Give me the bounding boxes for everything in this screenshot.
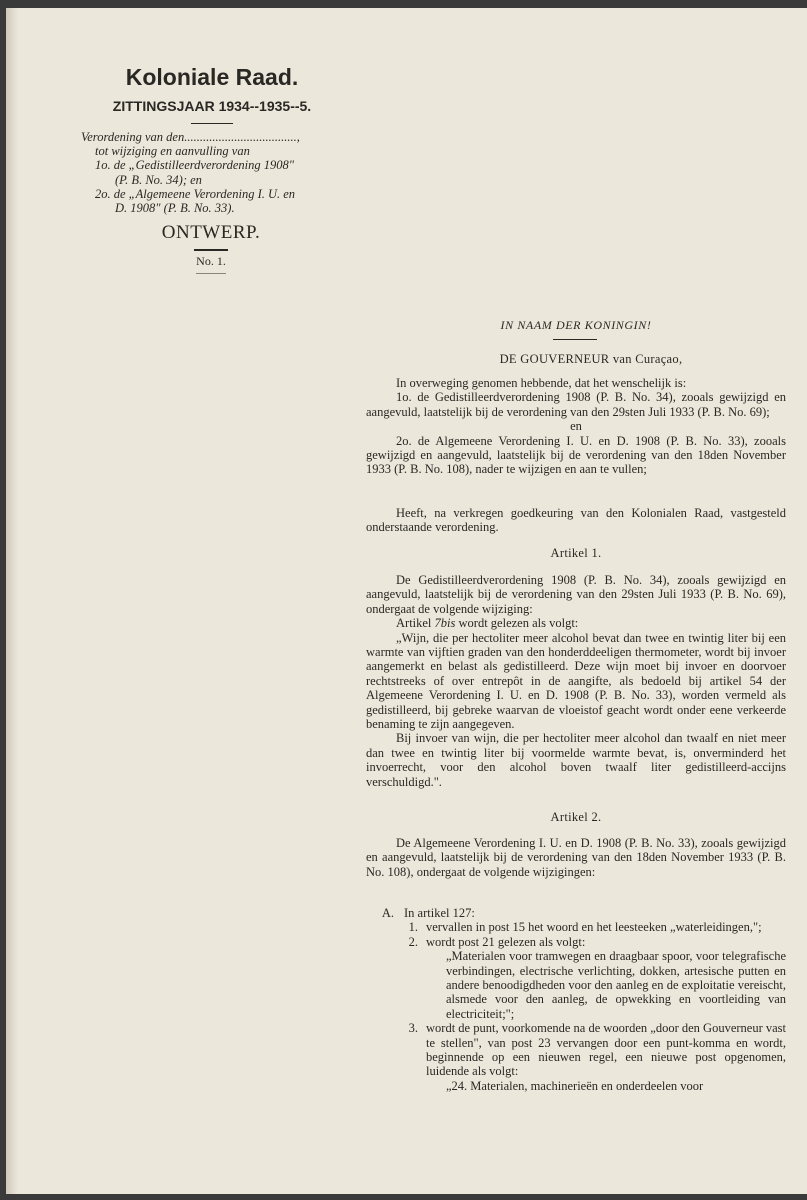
list-item	[366, 935, 786, 949]
consideration-1: 1o. de Gedistilleerdverordening 1908 (P. B. No. 34), zooals gewijzigd en aangevuld, laatstelijk bij de verordening van den 29sten Juli 1933 (P. B. No. 69);	[366, 390, 786, 419]
article-1-heading: Artikel 1.	[550, 546, 602, 560]
item-text: wordt de punt, voorkomende na de woorden „door den Gouverneur vast te stellen", van post 23 vervangen door een punt-komma en wordt, beginnende op een nieuwen regel, een nieuwe post opgenomen, luidende als volgt:	[426, 1021, 786, 1079]
item-text: wordt post 21 gelezen als volgt:	[426, 934, 586, 949]
subject-line: 1o. de „Gedistilleerdverordening 1908"	[95, 158, 294, 173]
section-text: In artikel 127:	[404, 906, 475, 920]
enactment-text: Heeft, na verkregen goedkeuring van den Kolonialen Raad, vastgesteld onderstaande verordening.	[366, 506, 786, 535]
subject-line: 2o. de „Algemeene Verordening I. U. en	[95, 186, 296, 201]
item-text: vervallen in post 15 het woord en het leesteeken „waterleidingen,";	[426, 920, 762, 935]
header-divider	[191, 123, 233, 124]
considerations	[366, 376, 786, 477]
consideration-2: 2o. de Algemeene Verordening I. U. en D. 1908 (P. B. No. 33), zooals gewijzigd en aangevuld, laatstelijk bij de verordening van den 18den November 1933 (P. B. No. 108), nader te wijzigen en aan te vullen;	[366, 433, 786, 477]
amendment-list	[366, 906, 786, 1093]
article-1-body	[366, 573, 786, 789]
page-fold-shadow	[6, 8, 18, 1194]
enactment-clause	[366, 506, 786, 535]
number-divider	[196, 273, 226, 274]
draft-divider	[194, 249, 228, 251]
ordinance-subject	[81, 130, 346, 215]
article-2-intro: De Algemeene Verordening I. U. en D. 1908 (P. B. No. 33), zooals gewijzigd en aangevuld, laatstelijk bij de verordening van den 18den November 1933 (P. B. No. 108), ondergaat de volgende wijzigingen:	[366, 836, 786, 879]
article-1-intro: De Gedistilleerdverordening 1908 (P. B. No. 34), zooals gewijzigd en aangevuld, laatstelijk bij de verordening van den 29sten Juli 1933 (P. B. No. 69), ondergaat de volgende wijziging:	[366, 573, 786, 616]
consideration-and: en	[570, 419, 582, 434]
subject-line: tot wijziging en aanvulling van	[95, 144, 250, 159]
subject-line: Verordening van den....................................,	[81, 130, 300, 144]
article-1-reference-suffix: wordt gelezen als volgt:	[455, 616, 579, 631]
article-1-reference	[366, 616, 786, 630]
document-page	[6, 8, 807, 1194]
article-1-quote-paragraph-2: Bij invoer van wijn, die per hectoliter meer alcohol dan twaalf en niet meer dan twee en twintig liter bij voormelde warmte bevat, is, onverminderd het invoerrecht, voor den alcohol boven twaalf liter gedistilleerd-accijns verschuldigd.".	[366, 731, 786, 789]
list-item	[366, 920, 786, 934]
item-label: 1.	[408, 920, 418, 935]
consideration-intro: In overweging genomen hebbende, dat het wenschelijk is:	[396, 376, 687, 390]
list-item	[366, 1021, 786, 1079]
item-2-quote: „Materialen voor tramwegen en draagbaar spoor, voor telegrafische verbindingen, electrische verlichting, dokken, artesische putten en andere benoodigdheden voor den aanleg en de exploitatie vereischt, alsmede voor den aanleg, de opwekking en voortleiding van electriciteit;";	[446, 949, 786, 1021]
draft-number: No. 1.	[196, 254, 226, 268]
article-2-body	[366, 836, 786, 879]
council-title: Koloniale Raad.	[125, 64, 299, 90]
subject-line: (P. B. No. 34); en	[115, 172, 202, 187]
article-1-quote-paragraph-1: „Wijn, die per hectoliter meer alcohol bevat dan twee en twintig liter bij een warmte van vijftien graden van den honderddeeligen thermometer, wordt bij invoer aangemerkt en belast als gedistilleerd. Deze wijn moet bij invoer en doorvoer rechtstreeks of over entrepôt in de aangifte, als bedoeld bij artikel 54 der Algemeene Verordening I. U. en D. 1908 (P. B. No. 33), worden vermeld als gedistilleerd, bij gebreke waarvan de vloeistof geacht wordt onder eene verkeerde benaming te zijn aangegeven.	[366, 630, 786, 732]
invocation: IN NAAM DER KONINGIN!	[500, 318, 652, 332]
governor-line: DE GOUVERNEUR van Curaçao,	[499, 352, 683, 366]
item-3-quote: „24. Materialen, machinerieën en onderdeelen voor	[446, 1078, 704, 1093]
item-label: 2.	[408, 934, 418, 949]
session-year: ZITTINGSJAAR 1934--1935--5.	[112, 98, 312, 114]
draft-label: ONTWERP.	[161, 222, 261, 243]
invocation-divider	[553, 339, 597, 340]
article-1-reference-prefix: Artikel	[396, 616, 435, 631]
article-1-reference-number: 7bis	[434, 616, 456, 631]
section-label: A.	[381, 906, 394, 920]
section-a	[366, 906, 786, 920]
article-2-heading: Artikel 2.	[550, 810, 602, 824]
subject-line: D. 1908" (P. B. No. 33).	[115, 201, 235, 216]
item-label: 3.	[408, 1021, 418, 1036]
